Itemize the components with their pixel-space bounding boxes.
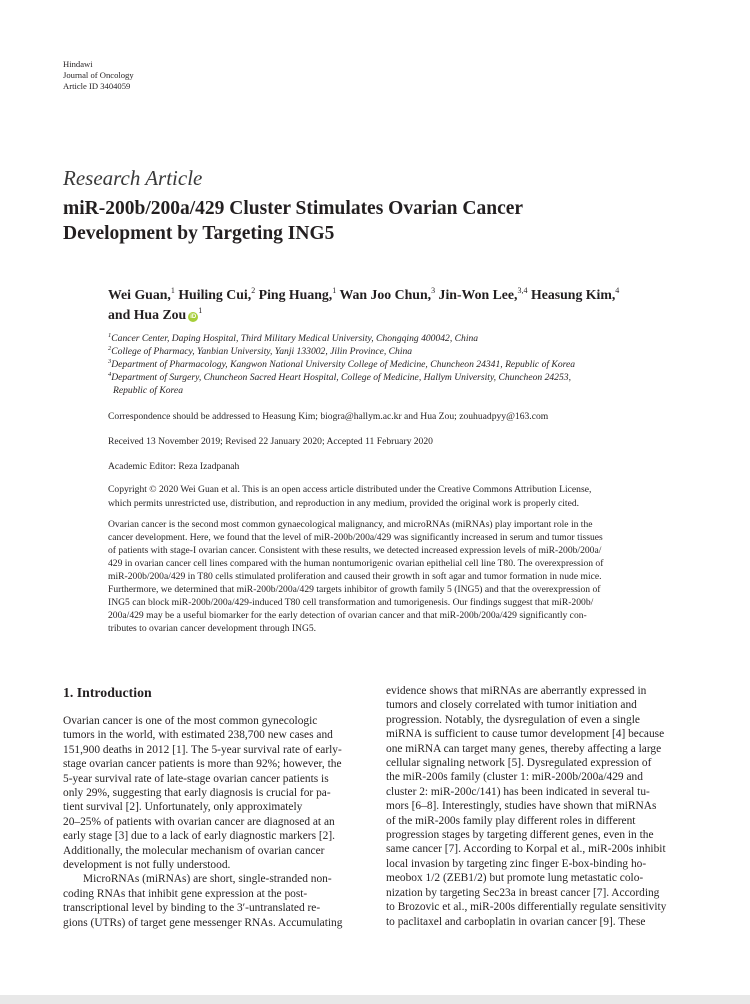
abstract-line: Furthermore, we determined that miR-200b/200a/429 targets inhibitor of growth family 5 (ING5) and that the overexpression of xyxy=(108,584,601,595)
body-line: to Brozovic et al., miR-200s differentially regulate sensitivity xyxy=(386,901,667,914)
author-list xyxy=(108,285,708,324)
author-affil-sup: 1 xyxy=(332,286,337,295)
copyright-line: Copyright © 2020 Wei Guan et al. This is an open access article distributed under the Creative Commons Attribution License, xyxy=(108,484,592,495)
author-name[interactable]: and Hua Zou xyxy=(108,306,187,322)
orcid-icon[interactable]: iD xyxy=(190,313,197,320)
correspondence[interactable]: Correspondence should be addressed to Heasung Kim; biogra@hallym.ac.kr and Hua Zou; zouhuadpyy@163.com xyxy=(108,411,549,422)
academic-editor: Academic Editor: Reza Izadpanah xyxy=(108,461,240,472)
body-column-right xyxy=(386,684,686,929)
body-line: 20–25% of patients with ovarian cancer are diagnosed at an xyxy=(63,815,335,828)
article-dates: Received 13 November 2019; Revised 22 January 2020; Accepted 11 February 2020 xyxy=(108,436,433,447)
body-line: tient survival [2]. Unfortunately, only approximately xyxy=(63,801,303,814)
body-line: nization by targeting Sec23a in breast cancer [7]. According xyxy=(386,886,660,899)
body-line: miRNA is sufficient to cause tumor development [4] because xyxy=(386,728,665,741)
affil-sup: 2 xyxy=(108,345,112,352)
body-line: cellular signaling network [5]. Dysregulated expression of xyxy=(386,757,652,770)
affiliation-line xyxy=(108,332,708,345)
body-line: MicroRNAs (miRNAs) are short, single-stranded non- xyxy=(83,873,332,886)
body-line: one miRNA can target many genes, thereby affecting a large xyxy=(386,742,662,755)
abstract-line: 429 in ovarian cancer cell lines compared with the human nontumorigenic ovarian epithelial cell line T80. The overexpression of xyxy=(108,558,604,569)
body-line: only 29%, suggesting that early diagnosis is crucial for pa- xyxy=(63,787,331,800)
author-name[interactable]: Heasung Kim, xyxy=(530,287,616,302)
body-line: meobox 1/2 (ZEB1/2) but promote lung metastatic colo- xyxy=(386,872,644,885)
body-line: early stage [3] due to a lack of early diagnostic markers [2]. xyxy=(63,830,335,843)
body-line: progression. Notably, the dysregulation of even a single xyxy=(386,713,640,726)
author-name[interactable]: Wei Guan, xyxy=(108,287,171,302)
body-line: 5-year survival rate of late-stage ovarian cancer patients is xyxy=(63,772,329,785)
abstract-line: Ovarian cancer is the second most common gynaecological malignancy, and microRNAs (miRNAs) play important role in the xyxy=(108,519,593,530)
abstract-line: ING5 can block miR-200b/200a/429-induced T80 cell transformation and tumorigenesis. Our findings suggest that miR-200b/ xyxy=(108,597,594,608)
author-name[interactable]: Huiling Cui, xyxy=(178,287,252,302)
body-line: transcriptional level by binding to the 3′-untranslated re- xyxy=(63,902,321,915)
abstract-line: tributes to ovarian cancer development through ING5. xyxy=(108,623,317,634)
author-affil-sup: 2 xyxy=(251,286,256,295)
body-line: mors [6–8]. Interestingly, studies have shown that miRNAs xyxy=(386,800,657,813)
body-line: Additionally, the molecular mechanism of ovarian cancer xyxy=(63,844,325,857)
affil-sup: 1 xyxy=(108,332,112,339)
body-line: cluster 2: miR-200c/141) has been indicated in several tu- xyxy=(386,785,650,798)
article-title xyxy=(63,196,703,246)
affiliation-line xyxy=(108,371,708,384)
journal-name: Journal of Oncology xyxy=(63,70,134,80)
abstract-line: miR-200b/200a/429 in T80 cells stimulated proliferation and caused their growth in soft agar and tumor formation in nude mice. xyxy=(108,571,602,582)
title-line: miR-200b/200a/429 Cluster Stimulates Ovarian Cancer xyxy=(63,198,524,219)
author-affil-sup: 4 xyxy=(615,286,620,295)
body-line: to paclitaxel and carboplatin in ovarian cancer [9]. These xyxy=(386,915,646,928)
affil-text: Cancer Center, Daping Hospital, Third Military Medical University, Chongqing 400042, China xyxy=(111,333,479,344)
author-affil-sup: 3 xyxy=(431,286,436,295)
body-line: tumors in the world, with estimated 238,700 new cases and xyxy=(63,729,333,742)
body-line: stage ovarian cancer patients is more than 92%; however, the xyxy=(63,758,342,771)
body-line: Ovarian cancer is one of the most common gynecologic xyxy=(63,715,318,727)
journal-header xyxy=(63,59,134,92)
affil-sup: 4 xyxy=(108,371,112,378)
body-line: 151,900 deaths in 2012 [1]. The 5-year survival rate of early- xyxy=(63,743,342,756)
body-line: tumors and closely correlated with tumor initiation and xyxy=(386,699,637,712)
author-name[interactable]: Ping Huang, xyxy=(258,287,333,302)
author-name[interactable]: Jin-Won Lee, xyxy=(438,287,518,302)
author-line xyxy=(108,285,708,305)
affiliation-line xyxy=(108,345,708,358)
author-affil-sup: 1 xyxy=(170,286,175,295)
affil-sup: 3 xyxy=(108,358,112,365)
article-id: Article ID 3404059 xyxy=(63,81,131,91)
publisher-name: Hindawi xyxy=(63,59,93,69)
title-line: Development by Targeting ING5 xyxy=(63,223,335,244)
affil-text: College of Pharmacy, Yanbian University, Yanji 133002, Jilin Province, China xyxy=(111,346,413,357)
body-line: progression stages by targeting different genes, even in the xyxy=(386,829,654,842)
body-line: the miR-200s family (cluster 1: miR-200b/200a/429 and xyxy=(386,771,643,784)
body-line: same cancer [7]. According to Korpal et al., miR-200s inhibit xyxy=(386,843,666,856)
body-line: coding RNAs that inhibit gene expression at the post- xyxy=(63,887,308,900)
copyright-notice xyxy=(108,483,708,510)
body-line: of the miR-200s family play different roles in different xyxy=(386,814,636,827)
copyright-line: which permits unrestricted use, distribution, and reproduction in any medium, provided the original work is properly cited. xyxy=(108,497,580,509)
body-line: development is not fully understood. xyxy=(63,859,231,872)
abstract-line: 200a/429 may be a useful biomarker for the early detection of ovarian cancer and that miR-200b/200a/429 significantly con- xyxy=(108,610,587,621)
body-line: evidence shows that miRNAs are aberrantly expressed in xyxy=(386,685,647,697)
affil-text: Department of Pharmacology, Kangwon National University College of Medicine, Chuncheon 24341, Republic of Korea xyxy=(111,359,576,370)
abstract xyxy=(108,518,686,635)
author-affil-sup: 1 xyxy=(198,305,203,315)
affil-text: Department of Surgery, Chuncheon Sacred Heart Hospital, College of Medicine, Hallym University, Chuncheon 24253, xyxy=(111,372,571,383)
abstract-line: cancer development. Here, we found that the level of miR-200b/200a/429 was significantly increased in serum and tumor tissues xyxy=(108,532,603,543)
article-type: Research Article xyxy=(63,166,203,190)
affiliation-line xyxy=(108,384,708,397)
body-column-left xyxy=(63,714,363,930)
author-line xyxy=(108,305,708,325)
author-name[interactable]: Wan Joo Chun, xyxy=(339,287,432,302)
affiliations xyxy=(108,332,708,397)
viewer-bottom-strip xyxy=(0,995,750,1004)
affiliation-line xyxy=(108,358,708,371)
body-line: local invasion by targeting zinc finger E-box-binding ho- xyxy=(386,857,647,870)
body-line: gions (UTRs) of target gene messenger RNAs. Accumulating xyxy=(63,916,343,929)
author-affil-sup: 3,4 xyxy=(517,286,528,295)
section-heading-introduction: 1. Introduction xyxy=(63,685,152,700)
abstract-line: of patients with stage-I ovarian cancer. Consistent with these results, we detected increased expression levels of miR-200b/200a/ xyxy=(108,545,602,556)
affil-text: Republic of Korea xyxy=(113,385,183,396)
